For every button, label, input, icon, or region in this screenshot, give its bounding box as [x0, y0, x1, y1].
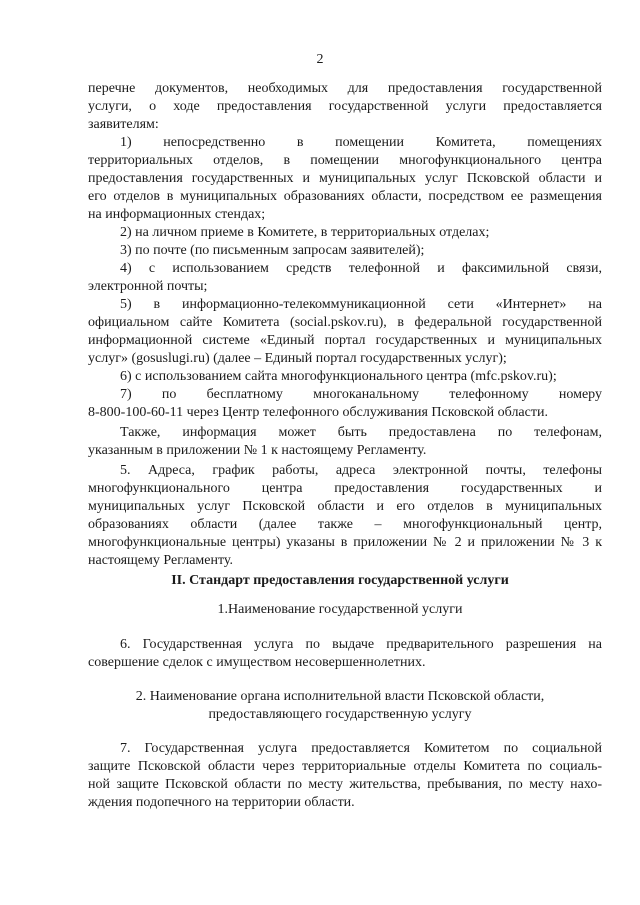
text-line: настоящему Регламенту.: [88, 553, 234, 568]
text-line: официальном сайте Комитета (social.pskov.ru), в федеральной государственной: [88, 315, 602, 330]
text-line: заявителям:: [88, 117, 159, 132]
text-line: ждения подопечного на территории области.: [88, 795, 355, 810]
text-line: 3) по почте (по письменным запросам заявителей);: [120, 243, 425, 258]
text-line: электронной почты;: [88, 279, 208, 294]
text-line: информационной системе «Единый портал государственных и муниципальных: [88, 333, 602, 348]
text-line: многофункционального центра предоставления государственных и: [88, 481, 602, 496]
text-line: 7. Государственная услуга предоставляется Комитетом по социальной: [120, 741, 602, 756]
text-line: 4) с использованием средств телефонной и факсимильной связи,: [120, 261, 602, 276]
text-line: указанным в приложении № 1 к настоящему Регламенту.: [88, 443, 427, 458]
text-line: 6. Государственная услуга по выдаче предварительного разрешения на: [120, 637, 602, 652]
text-line: 5. Адреса, график работы, адреса электронной почты, телефоны: [120, 463, 602, 478]
text-line: 2) на личном приеме в Комитете, в территориальных отделах;: [120, 225, 490, 240]
text-line: 1.Наименование государственной услуги: [217, 602, 463, 617]
text-line: 1) непосредственно в помещении Комитета, помещениях: [120, 135, 602, 150]
page-number: 2: [316, 52, 324, 67]
text-line: 6) с использованием сайта многофункционального центра (mfc.pskov.ru);: [120, 369, 557, 384]
text-line: услуг» (gosuslugi.ru) (далее – Единый портал государственных услуг);: [88, 351, 507, 366]
text-line: 8-800-100-60-11 через Центр телефонного обслуживания Псковской области.: [88, 405, 548, 420]
text-line: перечне документов, необходимых для предоставления государственной: [88, 81, 602, 96]
text-line: 5) в информационно-телекоммуникационной сети «Интернет» на: [120, 297, 602, 312]
text-line: Также, информация может быть предоставлена по телефонам,: [120, 425, 602, 440]
text-line: территориальных отделов, в помещении многофункционального центра: [88, 153, 602, 168]
text-line: предоставляющего государственную услугу: [208, 707, 472, 722]
text-line: II. Стандарт предоставления государственной услуги: [171, 573, 509, 588]
text-line: многофункциональные центры) указаны в приложении № 2 и приложении № 3 к: [88, 535, 602, 550]
text-line: муниципальных услуг Псковской области и его отделов в муниципальных: [88, 499, 602, 514]
text-line: его отделов в муниципальных образованиях области, посредством ее размещения: [88, 189, 602, 204]
text-line: 7) по бесплатному многоканальному телефонному номеру: [120, 387, 602, 402]
text-line: ной защите Псковской области по месту жительства, пребывания, по месту нахо-: [88, 777, 602, 792]
text-line: на информационных стендах;: [88, 207, 266, 222]
text-line: защите Псковской области через территориальные отделы Комитета по социаль-: [88, 759, 602, 774]
text-line: совершение сделок с имуществом несовершеннолетних.: [88, 655, 426, 670]
text-line: образованиях области (далее также – многофункциональный центр,: [88, 517, 602, 532]
text-line: предоставления государственных и муниципальных услуг Псковской области и: [88, 171, 602, 186]
text-line: услуги, о ходе предоставления государственной услуги предоставляется: [88, 99, 602, 114]
text-line: 2. Наименование органа исполнительной власти Псковской области,: [135, 689, 545, 704]
